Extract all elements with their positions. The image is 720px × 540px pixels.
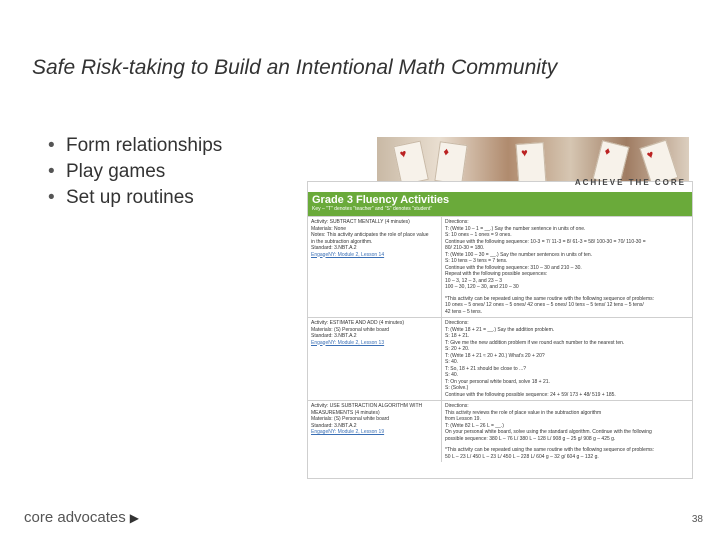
text-line: T: (Write 100 – 30 = __.) Say the number sentences in units of ten. xyxy=(445,251,593,258)
playing-card: ♥ xyxy=(640,140,679,181)
text-line: *This activity can be repeated using the same routine with the following sequence of problems: xyxy=(445,447,655,453)
bullet-item: • Form relationships xyxy=(48,133,222,159)
text-line: Activity: USE SUBTRACTION ALGORITHM WITH xyxy=(311,403,423,409)
text-line: 10 ones – 5 ones/ 12 ones – 5 ones/ 42 ones – 5 ones/ 10 tens – 5 tens/ 12 tens – 5 tens/ xyxy=(445,302,644,308)
playing-card: ♦ xyxy=(593,140,630,181)
text-line[interactable]: EngageNY: Module 2, Lesson 13 xyxy=(311,339,385,346)
text-line: T: (Write 18 + 21 = __.) Say the addition problem. xyxy=(445,326,555,333)
playing-card: ♦ xyxy=(434,141,467,181)
text-line: S: 40. xyxy=(445,372,459,378)
fluency-activities-document xyxy=(307,178,693,479)
activity-cell xyxy=(308,217,442,317)
text-line: Continue with the following sequence: 10-3 = 7/ 11-3 = 8/ 61-3 = 58/ 100-30 = 70/ 110-30 = xyxy=(445,238,646,245)
text-line: Notes: This activity anticipates the role of place value xyxy=(311,232,429,238)
text-line: 50 L – 23 L/ 450 L – 23 L/ 450 L – 228 L/ 604 g – 32 g/ 604 g – 132 g. xyxy=(445,453,599,460)
text-line: *This activity can be repeated using the same routine with the following sequence of problems: xyxy=(445,295,655,302)
directions-cell xyxy=(442,318,692,400)
bullet-item: • Play games xyxy=(48,159,222,185)
text-line: Activity: ESTIMATE AND ADD (4 minutes) xyxy=(311,320,404,326)
text-line: Materials: None xyxy=(311,225,347,232)
text-line: S: 20 + 20. xyxy=(445,346,470,352)
text-line: possible sequence: 380 L – 76 L/ 380 L – 128 L/ 908 g – 25 g/ 908 g – 425 g. xyxy=(445,435,616,442)
text-line: T: (Write 82 L – 26 L = __.) xyxy=(445,422,504,429)
text-line: from Lesson 19. xyxy=(445,416,481,422)
text-line: Continue with the following possible sequence: 24 + 59/ 173 + 48/ 519 + 185. xyxy=(445,391,616,398)
logo-text: core advocates xyxy=(24,509,126,526)
text-line: Directions: xyxy=(445,403,469,409)
text-line: 100 – 30, 120 – 30, and 210 – 30 xyxy=(445,284,519,290)
playing-card: ♥ xyxy=(393,141,429,181)
table-row xyxy=(308,317,692,400)
text-line: Standard: 3.NBT.A.2 xyxy=(311,245,357,251)
activity-cell xyxy=(308,401,442,462)
text-line: T: (Write 10 – 1 = __.) Say the number sentence in units of one. xyxy=(445,225,586,232)
text-line: Directions: xyxy=(445,219,469,225)
text-line: Standard: 3.NBT.A.2 xyxy=(311,422,357,429)
text-line[interactable]: EngageNY: Module 2, Lesson 19 xyxy=(311,429,385,435)
text-line: Repeat with the following possible sequences: xyxy=(445,271,548,277)
playing-card: ♥ xyxy=(516,142,547,181)
directions-cell xyxy=(442,401,692,462)
document-brand: ACHIEVE THE CORE xyxy=(574,178,686,187)
slide-title: Safe Risk-taking to Build an Intentional Math Community xyxy=(32,56,558,79)
table-row xyxy=(308,216,692,317)
text-line: Materials: (S) Personal white board xyxy=(311,326,390,333)
text-line: S: 40. xyxy=(445,359,459,365)
text-line: T: On your personal white board, solve 18 + 21. xyxy=(445,378,550,385)
text-line: This activity reviews the role of place value in the subtraction algorithm xyxy=(445,409,602,416)
text-line: Materials: (S) Personal white board xyxy=(311,416,390,422)
text-line: Standard: 3.NBT.A.2 xyxy=(311,333,357,339)
text-line: MEASUREMENTS (4 minutes) xyxy=(311,409,380,416)
playing-cards-photo xyxy=(377,137,689,181)
text-line: S: 18 + 21. xyxy=(445,333,470,339)
text-line: Continue with the following sequence: 310 – 30 and 210 – 30. xyxy=(445,264,582,271)
text-line: S: (Solve.) xyxy=(445,385,469,391)
document-header xyxy=(308,192,692,216)
arrow-icon: ▶ xyxy=(129,511,139,525)
activities-table xyxy=(308,216,692,462)
bullet-item: • Set up routines xyxy=(48,185,222,211)
core-advocates-logo xyxy=(24,509,139,526)
activity-cell xyxy=(308,318,442,400)
text-line: S: 10 ones – 1 ones = 9 ones. xyxy=(445,232,512,238)
text-line: S: 10 tens – 3 tens = 7 tens. xyxy=(445,258,508,264)
text-line: T: So, 18 + 21 should be close to ...? xyxy=(445,365,527,372)
document-heading: Grade 3 Fluency Activities xyxy=(312,194,450,206)
text-line[interactable]: EngageNY: Module 2, Lesson 14 xyxy=(311,251,385,258)
text-line: in the subtraction algorithm. xyxy=(311,238,373,245)
text-line: T: (Write 18 + 21 ≈ 20 + 20.) What's 20 + 20? xyxy=(445,352,545,359)
text-line: 80/ 210-30 = 180. xyxy=(445,245,485,251)
text-line: Activity: SUBTRACT MENTALLY (4 minutes) xyxy=(311,219,410,225)
directions-cell xyxy=(442,217,692,317)
document-key: Key – "T" denotes "teacher" and "S" denotes "student" xyxy=(312,206,433,212)
text-line: 42 tens – 5 tens. xyxy=(445,308,482,315)
text-line: On your personal white board, solve using the standard algorithm. Continue with the following xyxy=(445,429,652,435)
page-number: 38 xyxy=(691,514,703,525)
text-line: 10 – 3, 12 – 3, and 23 – 3 xyxy=(445,277,502,284)
text-line: T: Give me the new addition problem if we round each number to the nearest ten. xyxy=(445,339,625,346)
text-line: Directions: xyxy=(445,320,469,326)
table-row xyxy=(308,400,692,462)
bullet-list xyxy=(48,133,222,211)
